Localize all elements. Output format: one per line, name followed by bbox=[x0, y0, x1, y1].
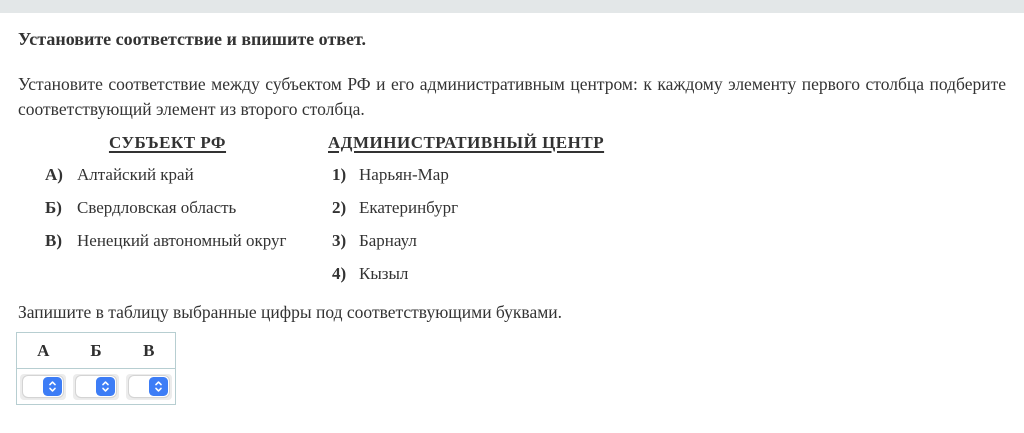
answer-table-select-row bbox=[17, 369, 176, 405]
list-item-center-3 bbox=[332, 231, 1006, 264]
question-title: Установите соответствие и впишите ответ. bbox=[18, 29, 366, 49]
left-column-header: СУБЪЕКТ РФ bbox=[108, 133, 227, 152]
matching-columns bbox=[45, 133, 1006, 297]
list-item-subject-v bbox=[45, 231, 332, 264]
answer-select-a[interactable] bbox=[20, 374, 66, 400]
up-down-chevrons-icon bbox=[96, 377, 115, 396]
answer-column-v: В bbox=[143, 340, 155, 360]
question-content bbox=[0, 27, 1024, 405]
list-item-center-4 bbox=[332, 264, 1006, 297]
answer-table-header-row bbox=[17, 333, 176, 369]
list-item-center-1 bbox=[332, 165, 1006, 198]
answer-table bbox=[16, 332, 176, 405]
answer-select-b[interactable] bbox=[73, 374, 119, 400]
up-down-chevrons-icon bbox=[43, 377, 62, 396]
subjects-list bbox=[45, 165, 332, 297]
up-down-chevrons-icon bbox=[149, 377, 168, 396]
item-text: Екатеринбург bbox=[359, 198, 459, 217]
item-text: Свердловская область bbox=[77, 198, 237, 217]
item-text: Алтайский край bbox=[77, 165, 194, 184]
centers-list bbox=[332, 165, 1006, 297]
answer-note: Запишите в таблицу выбранные цифры под соответствующими буквами. bbox=[18, 302, 563, 322]
list-item-subject-a bbox=[45, 165, 332, 198]
list-item-center-2 bbox=[332, 198, 1006, 231]
question-instruction: Установите соответствие между субъектом РФ и его административным центром: к каждому элементу первого столбца подберите соответствующий элемент из второго столбца. bbox=[18, 74, 1006, 119]
item-label: Б) bbox=[45, 198, 62, 217]
list-item-subject-b bbox=[45, 198, 332, 231]
item-label: 2) bbox=[332, 198, 347, 217]
item-text: Кызыл bbox=[359, 264, 409, 283]
item-label: 3) bbox=[332, 231, 347, 250]
item-label: А) bbox=[45, 165, 63, 184]
top-bar bbox=[0, 0, 1024, 13]
item-text: Ненецкий автономный округ bbox=[77, 231, 287, 250]
answer-select-v[interactable] bbox=[126, 374, 172, 400]
right-column-header: АДМИНИСТРАТИВНЫЙ ЦЕНТР bbox=[328, 133, 605, 152]
item-text: Барнаул bbox=[359, 231, 417, 250]
item-label: 4) bbox=[332, 264, 347, 283]
answer-column-b: Б bbox=[90, 340, 102, 360]
item-label: 1) bbox=[332, 165, 347, 184]
answer-column-a: А bbox=[37, 340, 50, 360]
item-text: Нарьян-Мар bbox=[359, 165, 449, 184]
item-label: В) bbox=[45, 231, 62, 250]
